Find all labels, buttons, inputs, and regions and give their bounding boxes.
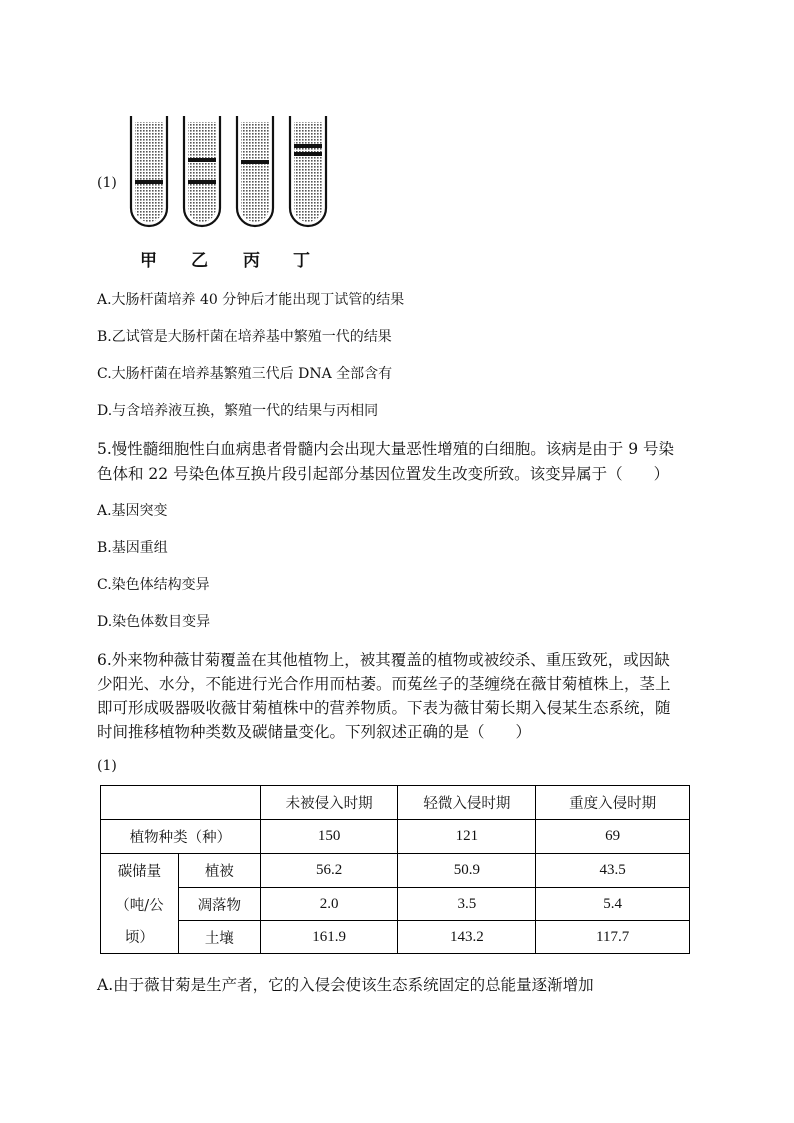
figure-label: (1) [97,175,117,191]
table-label: (1) [97,758,117,774]
q6-stem-line-3: 即可形成吸器吸收薇甘菊植株中的营养物质。下表为薇甘菊长期入侵某生态系统，随 [97,699,671,717]
header-uninvaded: 未被侵入时期 [260,786,398,820]
carbon-storage-table [100,785,690,954]
dna-band [135,180,163,184]
tube-ding [290,116,326,226]
tube-label-bing: 丙 [243,251,260,271]
table-cell: 43.5 [536,854,690,888]
q5-stem-line-2: 色体和 22 号染色体互换片段引起部分基因位置发生改变所致。该变异属于（ ） [97,465,670,483]
table-row [101,820,690,854]
carbon-group-label-line-2: （吨/公 [101,888,179,921]
q6-stem-line-4: 时间推移植物种类数及碳储量变化。下列叙述正确的是（ ） [97,723,532,741]
tube-bing [237,116,273,226]
dna-band [188,158,216,162]
tube-label-yi: 乙 [191,251,208,271]
table-cell: 5.4 [536,888,690,921]
row-label-species: 植物种类（种） [101,820,261,854]
tube-yi [184,116,220,226]
table-cell: 161.9 [260,921,398,954]
table-cell: 3.5 [398,888,536,921]
tube-jia [131,116,167,226]
table-row [101,888,690,921]
table-cell: 150 [260,820,398,854]
table-corner-cell [101,786,261,820]
row-label-litter: 凋落物 [178,888,260,921]
q6-stem-line-2: 少阳光、水分，不能进行光合作用而枯萎。而菟丝子的茎缠绕在薇甘菊植株上，茎上 [97,675,671,693]
table-row [101,854,690,888]
table-row [101,921,690,954]
q6-option-a: A.由于薇甘菊是生产者，它的入侵会使该生态系统固定的总能量逐渐增加 [97,976,594,994]
row-label-soil: 土壤 [178,921,260,954]
row-label-vegetation: 植被 [178,854,260,888]
carbon-group-label-line-3: 顷） [101,921,179,954]
q5-option-a: A.基因突变 [97,503,168,519]
dna-band [241,160,269,164]
q6-stem-line-1: 6.外来物种薇甘菊覆盖在其他植物上，被其覆盖的植物或被绞杀、重压致死，或因缺 [97,651,670,669]
q4-option-d: D.与含培养液互换，繁殖一代的结果与丙相同 [97,403,379,419]
table-cell: 117.7 [536,921,690,954]
table-cell: 121 [398,820,536,854]
table-cell: 2.0 [260,888,398,921]
q4-option-c: C.大肠杆菌在培养基繁殖三代后 DNA 全部含有 [97,366,393,382]
test-tubes-figure [125,112,335,240]
table-cell: 69 [536,820,690,854]
q4-option-a: A.大肠杆菌培养 40 分钟后才能出现丁试管的结果 [97,292,405,308]
table-cell: 50.9 [398,854,536,888]
q5-stem-line-1: 5.慢性髓细胞性白血病患者骨髓内会出现大量恶性增殖的白细胞。该病是由于 9 号染 [97,440,675,458]
dna-band [294,152,322,156]
q5-option-d: D.染色体数目变异 [97,614,211,630]
header-heavy-invasion: 重度入侵时期 [536,786,690,820]
header-light-invasion: 轻微入侵时期 [398,786,536,820]
q5-option-b: B.基因重组 [97,540,168,556]
q5-option-c: C.染色体结构变异 [97,577,210,593]
tube-label-ding: 丁 [293,251,310,271]
carbon-group-label-line-1: 碳储量 [101,854,179,888]
table-cell: 143.2 [398,921,536,954]
q4-option-b: B.乙试管是大肠杆菌在培养基中繁殖一代的结果 [97,329,392,345]
table-cell: 56.2 [260,854,398,888]
table-header-row [101,786,690,820]
dna-band [294,144,322,148]
tube-label-jia: 甲 [140,251,157,271]
dna-band [188,180,216,184]
